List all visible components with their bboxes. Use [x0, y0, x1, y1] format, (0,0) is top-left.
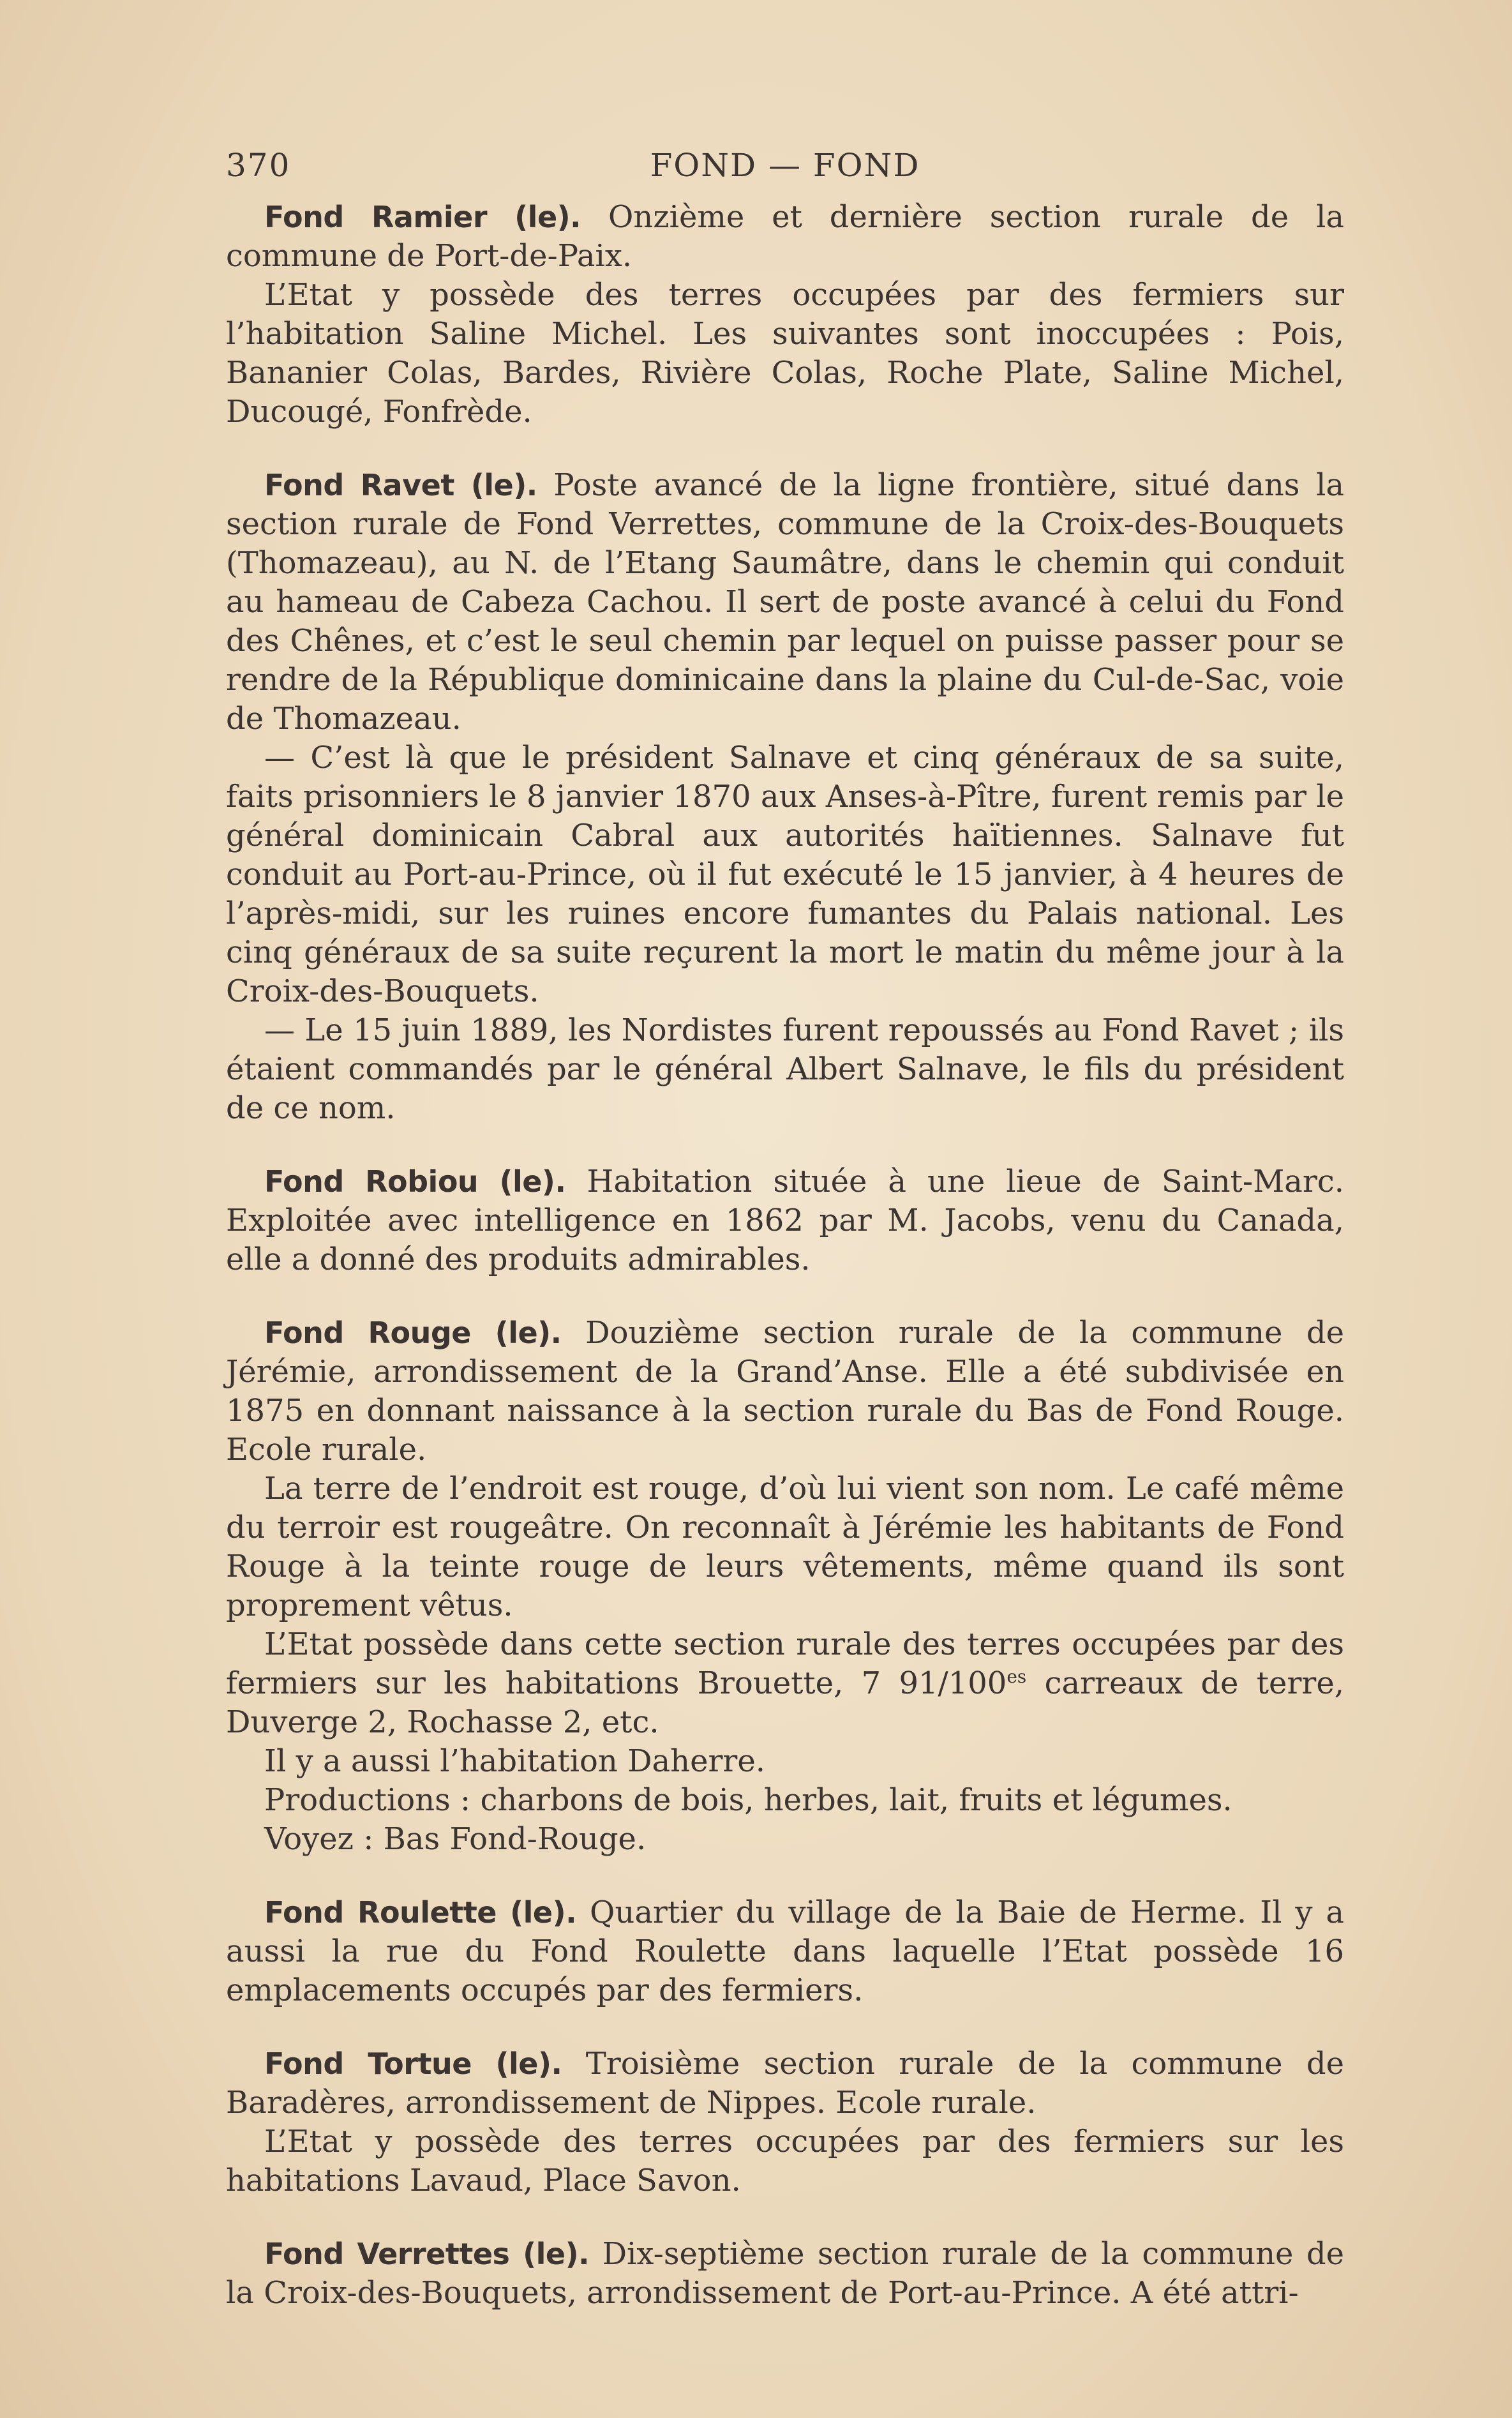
entry-headword: Fond Robiou (le).	[264, 1164, 566, 1199]
entry-text: Habitation située à une lieue de Saint-Marc. Exploitée avec intelligence en 1862 par M. Jacobs, venu du Canada, elle a donné des produits admirables.	[226, 1164, 1344, 1277]
entry-text: Troisième section rurale de la commune de Baradères, arrondissement de Nippes. Ecole rurale.	[226, 2046, 1344, 2121]
entry-paragraph	[226, 1893, 1344, 2010]
entry-paragraph: Voyez : Bas Fond-Rouge.	[264, 1821, 647, 1857]
entry-paragraph	[226, 1625, 1344, 1742]
running-title: FOND — FOND	[650, 147, 920, 184]
page-header	[226, 147, 1344, 198]
entry-headword: Fond Verrettes (le).	[264, 2237, 590, 2271]
entry-paragraph: Il y a aussi l’habitation Daherre.	[264, 1743, 766, 1779]
entry-paragraph	[226, 2235, 1344, 2313]
page-number: 370	[226, 147, 291, 184]
entry-paragraph	[226, 466, 1344, 739]
superscript: es	[1007, 1666, 1027, 1687]
entry-text: Quartier du village de la Baie de Herme. Il y a aussi la rue du Fond Roulette dans laquelle l’Etat possède 16 emplacements occupés par des fermiers.	[226, 1895, 1344, 2008]
entry-text: carreaux de terre, Duverge 2, Rochasse 2, etc.	[226, 1665, 1344, 1740]
entry-headword: Fond Ravet (le).	[264, 468, 537, 502]
entry-paragraph: L’Etat y possède des terres occupées par des fermiers sur l’habitation Saline Michel. Les suivantes sont inoccupées : Pois, Bananier Colas, Bardes, Rivière Colas, Roche Plate, Saline Michel, Ducougé, Fonfrède.	[226, 277, 1344, 430]
entry-text: L’Etat possède dans cette section rurale des terres occupées par des fermiers sur les habitations Brouette, 7 91/100	[226, 1626, 1344, 1701]
entry-paragraph: L’Etat y possède des terres occupées par des fermiers sur les habitations Lavaud, Place Savon.	[226, 2124, 1344, 2198]
entry-fond-ramier	[226, 198, 1344, 432]
entry-headword: Fond Roulette (le).	[264, 1895, 577, 1930]
entry-text: Onzième et dernière section rurale de la commune de Port-de-Paix.	[226, 199, 1345, 274]
entry-paragraph	[226, 1162, 1344, 1279]
entry-headword: Fond Tortue (le).	[264, 2046, 562, 2081]
entry-paragraph: La terre de l’endroit est rouge, d’où lui vient son nom. Le café même du terroir est rougeâtre. On reconnaît à Jérémie les habitants de Fond Rouge à la teinte rouge de leurs vêtements, même quand ils sont proprement vêtus.	[226, 1471, 1344, 1623]
entry-fond-robiou	[226, 1162, 1344, 1279]
entry-fond-verrettes	[226, 2235, 1344, 2313]
entry-text: Poste avancé de la ligne frontière, situé dans la section rurale de Fond Verrettes, commune de la Croix-des-Bouquets (Thomazeau), au N. de l’Etang Saumâtre, dans le chemin qui conduit au hameau de Cabeza Cachou. Il sert de poste avancé à celui du Fond des Chênes, et c’est le seul chemin par lequel on puisse passer pour se rendre de la République dominicaine dans la plaine du Cul-de-Sac, voie de Thomazeau.	[226, 467, 1344, 737]
entry-fond-rouge	[226, 1314, 1344, 1859]
entry-paragraph: — C’est là que le président Salnave et cinq généraux de sa suite, faits prisonniers le 8 janvier 1870 aux Anses-à-Pître, furent remis par le général dominicain Cabral aux autorités haïtiennes. Salnave fut conduit au Port-au-Prince, où il fut exécuté le 15 janvier, à 4 heures de l’après-midi, sur les ruines encore fumantes du Palais national. Les cinq généraux de sa suite reçurent la mort le matin du même jour à la Croix-des-Bouquets.	[226, 740, 1344, 1009]
entry-paragraph	[226, 2045, 1344, 2122]
entry-fond-tortue	[226, 2045, 1344, 2200]
entry-fond-ravet	[226, 466, 1344, 1128]
book-page	[226, 147, 1344, 2347]
entry-paragraph	[226, 1314, 1344, 1469]
entry-headword: Fond Ramier (le).	[264, 200, 581, 234]
entry-headword: Fond Rouge (le).	[264, 1316, 562, 1350]
entry-paragraph: Productions : charbons de bois, herbes, lait, fruits et légumes.	[264, 1782, 1232, 1818]
entry-paragraph: — Le 15 juin 1889, les Nordistes furent repoussés au Fond Ravet ; ils étaient commandés par le général Albert Salnave, le fils du président de ce nom.	[226, 1012, 1344, 1126]
entry-text: Dix-septième section rurale de la commune de la Croix-des-Bouquets, arrondissement de Port-au-Prince. A été attri-	[226, 2236, 1345, 2311]
entry-fond-roulette	[226, 1893, 1344, 2010]
entry-paragraph	[226, 198, 1344, 276]
entry-text: Douzième section rurale de la commune de Jérémie, arrondissement de la Grand’Anse. Elle a été subdivisée en 1875 en donnant naissance à la section rurale du Bas de Fond Rouge. Ecole rurale.	[226, 1315, 1344, 1468]
